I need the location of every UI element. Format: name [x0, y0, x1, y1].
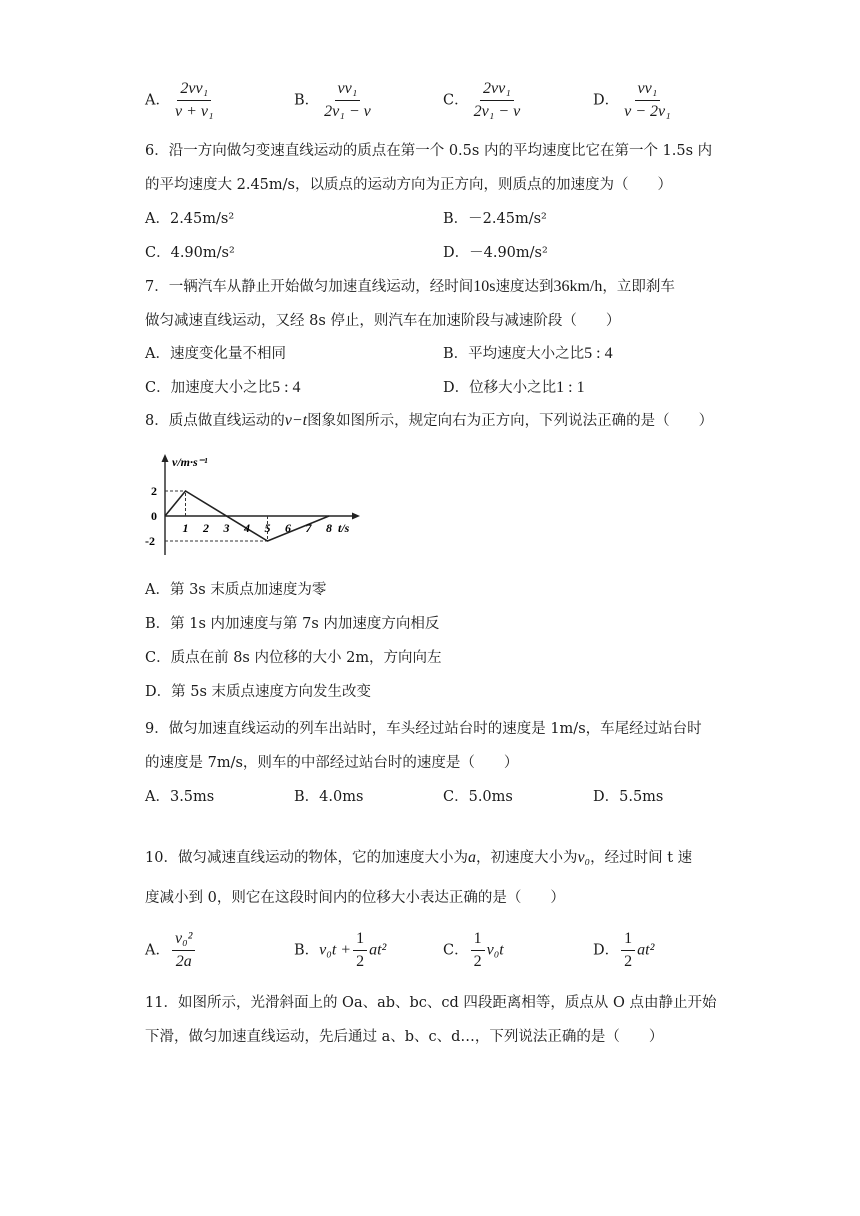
q9-option-a: A．3.5ms — [145, 789, 215, 805]
y-axis-arrow-icon — [162, 454, 169, 462]
x-tick-label: 8 — [326, 521, 332, 535]
q5-a-num: 2vv₁ — [177, 80, 211, 101]
q9-option-b: B．4.0ms — [294, 789, 364, 805]
q8-option-b: B．第 1s 内加速度与第 7s 内加速度方向相反 — [145, 616, 440, 632]
q10-b-fraction — [353, 930, 367, 971]
x-tick-label: 4 — [244, 521, 250, 535]
q6-option-b: B．－2.45m/s² — [443, 211, 547, 227]
q10-d-fraction — [621, 930, 635, 971]
q5-d-fraction — [621, 80, 674, 121]
x-tick-label: 5 — [264, 521, 271, 535]
q10-d-label: D． — [593, 942, 620, 959]
x-tick-label: 6 — [285, 521, 291, 535]
q7-b-text: B．平均速度大小之比 — [443, 346, 585, 362]
q7-stem-pre: 7．一辆汽车从静止开始做匀加速直线运动，经时间 — [145, 279, 474, 295]
q10-option-b — [294, 930, 386, 971]
y-tick-label: 0 — [151, 509, 157, 523]
q10-b-post: at² — [369, 941, 387, 959]
q10-c-den: 2 — [473, 953, 482, 970]
q8-stem — [145, 411, 713, 431]
y-tick-label: 2 — [151, 484, 157, 498]
x-tick-label: 2 — [203, 521, 209, 535]
q8-option-d: D．第 5s 末质点速度方向发生改变 — [145, 684, 372, 700]
q10-option-c — [443, 930, 504, 971]
q10-stem-line1 — [145, 848, 692, 868]
q10-symbol-a: a — [467, 849, 476, 866]
q7-option-a: A．速度变化量不相同 — [145, 346, 286, 362]
q11-stem-line1: 11．如图所示，光滑斜面上的 Oa、ab、bc、cd 四段距离相等，质点从 O 点由静止开始 — [145, 995, 717, 1011]
q5-b-fraction — [321, 80, 374, 121]
q7-b-ratio: 5 : 4 — [584, 345, 613, 362]
q9-option-c: C．5.0ms — [443, 789, 513, 805]
q10-b-num: 1 — [353, 930, 367, 951]
q7-time: 10s — [473, 278, 496, 295]
q5-c-fraction — [471, 80, 524, 121]
q10-c-label: C． — [443, 942, 469, 959]
q6-option-a: A．2.45m/s² — [145, 211, 235, 227]
q10-stem-post: ，经过时间 t 速 — [590, 850, 693, 866]
q7-stem-mid: 速度达到 — [495, 279, 554, 295]
q10-a-fraction — [172, 930, 195, 971]
q8-option-c: C．质点在前 8s 内位移的大小 2m，方向向左 — [145, 650, 442, 666]
q5-option-b — [294, 80, 376, 121]
q7-speed: 36km/h — [553, 278, 603, 295]
q5-b-label: B． — [294, 92, 320, 109]
q10-stem-mid: ，初速度大小为 — [475, 850, 578, 866]
q6-stem-line2: 的平均速度大 2.45m/s，以质点的运动方向为正方向，则质点的加速度为（ ） — [145, 177, 672, 193]
q6-option-c: C．4.90m/s² — [145, 245, 235, 261]
q10-c-post: v₀t — [486, 941, 504, 959]
q5-d-label: D． — [593, 92, 620, 109]
q7-c-ratio: 5 : 4 — [272, 379, 301, 396]
x-axis-arrow-icon — [352, 513, 360, 520]
q5-c-num: 2vv₁ — [480, 80, 514, 101]
q7-c-text: C．加速度大小之比 — [145, 380, 273, 396]
q5-a-label: A． — [145, 92, 170, 109]
vt-graph — [143, 451, 363, 561]
q7-option-d — [443, 378, 585, 398]
q5-option-d — [593, 80, 676, 121]
q10-option-d — [593, 930, 654, 971]
q7-d-text: D．位移大小之比 — [443, 380, 557, 396]
q10-stem-pre: 10．做匀减速直线运动的物体，它的加速度大小为 — [145, 850, 468, 866]
x-tick-label: 3 — [223, 521, 230, 535]
q10-option-a — [145, 930, 197, 971]
graph-axes — [162, 454, 361, 555]
q10-a-den: 2a — [175, 953, 192, 970]
q7-stem-post: ，立即刹车 — [602, 279, 675, 295]
q8-stem-post: 图象如图所示，规定向右为正方向，下列说法正确的是（ ） — [307, 413, 714, 429]
q8-stem-pre: 8．质点做直线运动的 — [145, 413, 285, 429]
q11-stem-line2: 下滑，做匀加速直线运动，先后通过 a、b、c、d…，下列说法正确的是（ ） — [145, 1029, 664, 1045]
q5-b-den: 2v₁ − v — [324, 103, 371, 120]
q10-stem-line2: 度减小到 0，则它在这段时间内的位移大小表达正确的是（ ） — [145, 890, 565, 906]
q5-b-num: vv₁ — [335, 80, 361, 101]
x-axis-label: t/s — [338, 521, 350, 535]
q8-option-a: A．第 3s 末质点加速度为零 — [145, 582, 327, 598]
q9-stem-line1: 9．做匀加速直线运动的列车出站时，车头经过站台时的速度是 1m/s，车尾经过站台时 — [145, 721, 702, 737]
x-tick-label: 1 — [182, 521, 189, 535]
q5-option-c — [443, 80, 525, 121]
q5-c-den: 2v₁ − v — [473, 103, 521, 120]
q10-c-num: 1 — [471, 930, 485, 951]
q5-a-fraction — [172, 80, 217, 121]
q10-b-pre: v₀t + — [319, 941, 352, 959]
q10-d-num: 1 — [621, 930, 635, 951]
q10-d-den: 2 — [624, 953, 633, 970]
x-tick-label: 7 — [305, 521, 312, 535]
q9-stem-line2: 的速度是 7m/s，则车的中部经过站台时的速度是（ ） — [145, 755, 519, 771]
q7-option-c — [145, 378, 301, 398]
q5-option-a — [145, 80, 219, 121]
q6-stem-line1: 6．沿一方向做匀变速直线运动的质点在第一个 0.5s 内的平均速度比它在第一个 1.5s 内 — [145, 143, 713, 159]
q10-b-label: B． — [294, 942, 320, 959]
q8-symbol: v−t — [284, 412, 308, 429]
q5-d-den: v − 2v₁ — [624, 103, 671, 120]
q10-b-den: 2 — [356, 953, 365, 970]
y-axis-label: v/m·s⁻¹ — [172, 455, 208, 469]
q10-symbol-v0: v₀ — [577, 849, 591, 866]
q6-option-d: D．－4.90m/s² — [443, 245, 548, 261]
q10-c-fraction — [471, 930, 485, 971]
q5-a-den: v + v₁ — [174, 103, 214, 120]
q10-a-label: A． — [145, 942, 170, 959]
q5-c-label: C． — [443, 92, 469, 109]
q10-a-num: v₀² — [172, 930, 195, 951]
q7-d-ratio: 1 : 1 — [556, 379, 585, 396]
y-tick-label: -2 — [145, 534, 155, 548]
q7-stem-line1 — [145, 277, 675, 297]
q9-option-d: D．5.5ms — [593, 789, 664, 805]
q10-d-post: at² — [637, 941, 655, 959]
q7-option-b — [443, 344, 613, 364]
q5-d-num: vv₁ — [635, 80, 661, 101]
q7-stem-line2: 做匀减速直线运动，又经 8s 停止，则汽车在加速阶段与减速阶段（ ） — [145, 313, 621, 329]
